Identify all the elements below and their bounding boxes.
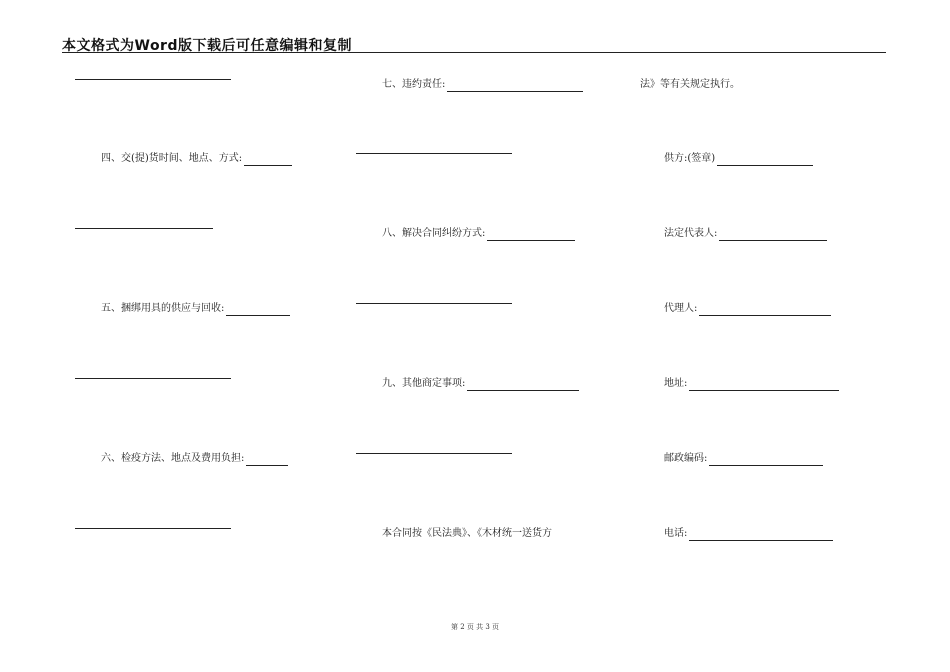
clause-other-label: 九、其他商定事项: <box>382 378 466 389</box>
clause-delivery-label: 四、交(提)货时间、地点、方式: <box>101 153 243 164</box>
blank-line-7 <box>356 452 512 454</box>
clause-binding-tools-blank <box>226 305 290 316</box>
field-legal-representative-blank <box>719 230 827 241</box>
clause-quarantine-label: 六、检疫方法、地点及费用负担: <box>101 453 245 464</box>
clause-dispute-blank <box>487 230 575 241</box>
field-postcode-label: 邮政编码: <box>664 453 708 464</box>
blank-line-2 <box>75 227 213 229</box>
blank-line-6 <box>356 302 512 304</box>
clause-binding-tools <box>101 302 290 316</box>
field-legal-representative <box>664 227 827 241</box>
clause-liability-blank <box>447 81 583 92</box>
field-postcode <box>664 452 823 466</box>
field-agent-label: 代理人: <box>664 303 698 314</box>
blank-line-3 <box>75 377 231 379</box>
clause-liability-label: 七、违约责任: <box>382 79 446 90</box>
field-postcode-blank <box>709 455 823 466</box>
field-supplier-blank <box>717 155 813 166</box>
closing-statement-continued <box>640 78 740 92</box>
blank-line-5 <box>356 152 512 154</box>
field-agent-blank <box>699 305 831 316</box>
clause-liability <box>382 78 583 92</box>
field-address <box>664 377 839 391</box>
clause-quarantine <box>101 452 288 466</box>
field-address-label: 地址: <box>664 378 688 389</box>
field-address-blank <box>689 380 839 391</box>
field-phone-blank <box>689 530 833 541</box>
closing-statement-continued-text: 法》等有关规定执行。 <box>640 79 740 90</box>
field-supplier <box>664 152 813 166</box>
page-number: 第 2 页 共 3 页 <box>450 623 500 631</box>
blank-line-1 <box>75 78 231 80</box>
closing-statement <box>382 527 552 541</box>
field-phone-label: 电话: <box>664 528 688 539</box>
field-supplier-label: 供方:(签章) <box>664 153 716 164</box>
field-agent <box>664 302 831 316</box>
clause-quarantine-blank <box>246 455 288 466</box>
clause-other <box>382 377 579 391</box>
header-rule <box>62 52 886 53</box>
closing-statement-text: 本合同按《民法典》、《木材统一送货方 <box>382 528 552 539</box>
clause-delivery <box>101 152 292 166</box>
clause-binding-tools-label: 五、捆绑用具的供应与回收: <box>101 303 225 314</box>
clause-other-blank <box>467 380 579 391</box>
clause-dispute <box>382 227 575 241</box>
blank-line-4 <box>75 527 231 529</box>
clause-dispute-label: 八、解决合同纠纷方式: <box>382 228 486 239</box>
document-header-title: 本文格式为Word版下载后可任意编辑和复制 <box>62 38 352 54</box>
field-phone <box>664 527 833 541</box>
field-legal-representative-label: 法定代表人: <box>664 228 718 239</box>
clause-delivery-blank <box>244 155 292 166</box>
